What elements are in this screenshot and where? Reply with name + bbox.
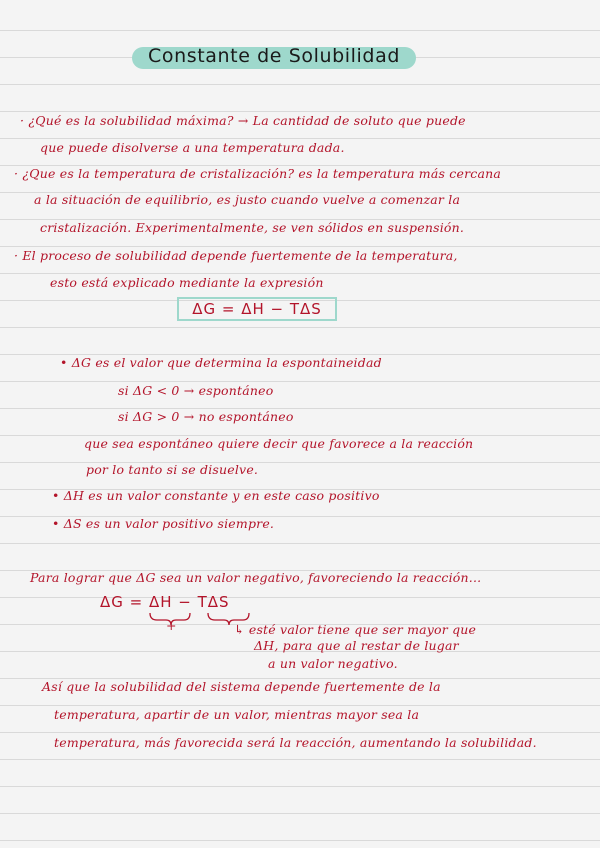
note-line-14: • ΔS es un valor positivo siempre. [52,516,275,531]
note-line-15: Para lograr que ΔG sea un valor negativo, favoreciendo la reacción... [30,570,482,585]
note-line-17: ΔH, para que al restar de lugar [254,638,459,653]
note-line-7: esto está explicado mediante la expresión [50,275,324,290]
note-line-11: que sea espontáneo quiere decir que favorece a la reacción [84,436,474,451]
note-line-1: · ¿Qué es la solubilidad máxima? → La cantidad de soluto que puede [20,113,466,128]
note-line-6: · El proceso de solubilidad depende fuertemente de la temperatura, [14,248,458,263]
note-line-18: a un valor negativo. [268,656,398,671]
note-line-13: • ΔH es un valor constante y en este caso positivo [52,488,380,503]
gibbs-formula-2: ΔG = ΔH − TΔS [100,593,230,611]
note-line-21: temperatura, más favorecida será la reacción, aumentando la solubilidad. [54,735,537,750]
note-line-9: si ΔG < 0 → espontáneo [118,383,274,398]
gibbs-formula: ΔG = ΔH − TΔS [192,300,322,318]
note-line-12: por lo tanto si se disuelve. [86,462,259,477]
plus-sign: + [166,618,177,633]
note-line-8: • ΔG es el valor que determina la espontaineidad [60,355,382,370]
note-line-19: Así que la solubilidad del sistema depende fuertemente de la [42,679,441,694]
gibbs-formula-box [177,297,337,321]
note-line-2: que puede disolverse a una temperatura dada. [40,140,345,155]
note-line-16: ↳ esté valor tiene que ser mayor que [234,622,477,637]
note-line-10: si ΔG > 0 → no espontáneo [118,409,294,424]
note-line-20: temperatura, apartir de un valor, mientras mayor sea la [54,707,420,722]
note-line-4: a la situación de equilibrio, es justo cuando vuelve a comenzar la [34,192,461,207]
note-line-5: cristalización. Experimentalmente, se ven sólidos en suspensión. [40,220,465,235]
page-title: Constante de Solubilidad [147,45,400,67]
note-line-3: · ¿Que es la temperatura de cristalización? es la temperatura más cercana [14,166,502,181]
